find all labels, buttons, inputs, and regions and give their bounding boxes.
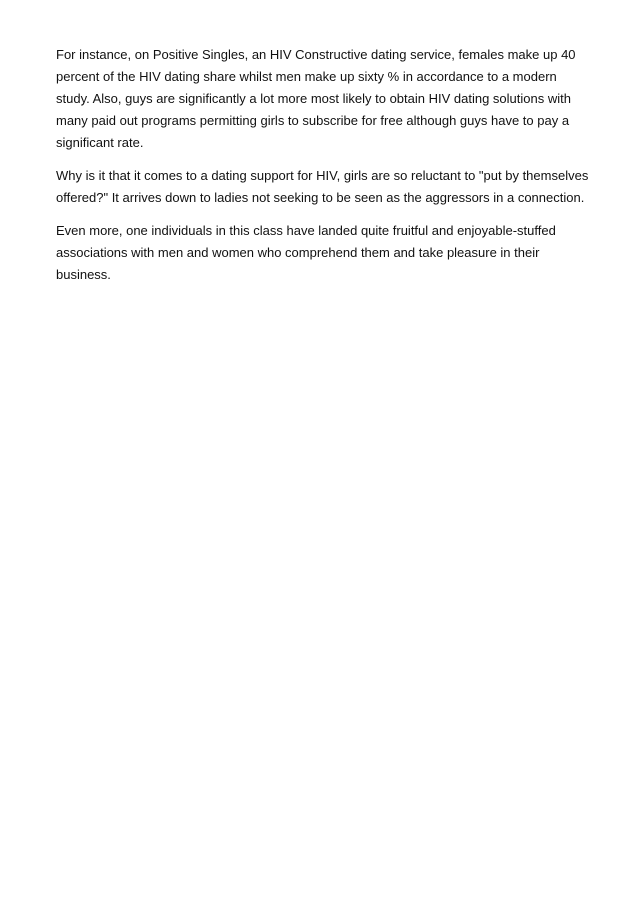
text-line: For instance, on Positive Singles, an HIV Constructive dating service, females make up 40 [56, 47, 576, 62]
text-line: Why is it that it comes to a dating support for HIV, girls are so reluctant to "put by themselves [56, 168, 589, 183]
text-line: significant rate. [56, 135, 144, 150]
text-line: many paid out programs permitting girls to subscribe for free although guys have to pay a [56, 113, 570, 128]
text-line: business. [56, 267, 111, 282]
document-body [56, 44, 589, 297]
paragraph-2 [56, 165, 589, 209]
text-line: Even more, one individuals in this class have landed quite fruitful and enjoyable-stuffed [56, 223, 556, 238]
text-line: offered?" It arrives down to ladies not seeking to be seen as the aggressors in a connection. [56, 190, 585, 205]
paragraph-1 [56, 44, 586, 154]
text-line: study. Also, guys are significantly a lot more most likely to obtain HIV dating solutions with [56, 91, 571, 106]
paragraph-3 [56, 220, 586, 286]
text-line: percent of the HIV dating share whilst men make up sixty % in accordance to a modern [56, 69, 557, 84]
text-line: associations with men and women who comprehend them and take pleasure in their [56, 245, 540, 260]
